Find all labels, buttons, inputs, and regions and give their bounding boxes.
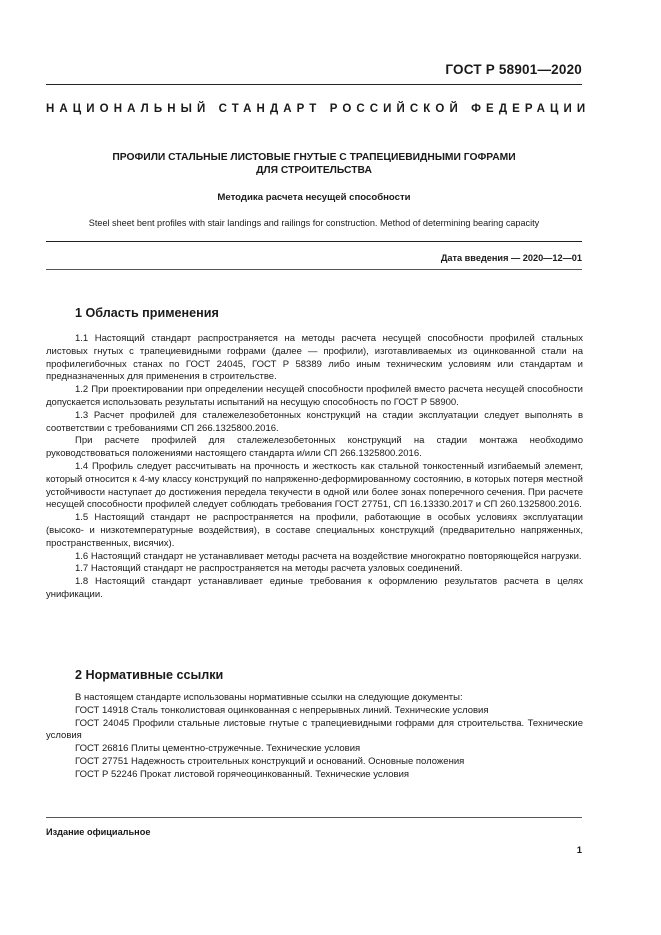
section-2-body	[46, 692, 583, 782]
document-subtitle: Методика расчета несущей способности	[217, 192, 411, 203]
english-title: Steel sheet bent profiles with stair landings and railings for construction. Method of determining bearing capacity	[88, 218, 540, 228]
reference-item: ГОСТ 14918 Сталь тонколистовая оцинкованная с непрерывных линий. Технические условия	[75, 704, 489, 716]
edition-label: Издание официальное	[46, 827, 151, 837]
paragraph-1-1: 1.1 Настоящий стандарт распространяется на методы расчета несущей способности профилей стальных листовых гнутых с трапециевидными гофрами (далее — профили), изготавливаемых из оцинкованной стали на профилегибочных станах по ГОСТ 24045, ГОСТ Р 58389 либо иным техническим условиям или стандартам и предназначенных для применения в строительстве.	[46, 333, 583, 383]
paragraph-1-7: 1.7 Настоящий стандарт не распространяется на методы расчета узловых соединений.	[75, 563, 463, 575]
title-line-2: ДЛЯ СТРОИТЕЛЬСТВА	[256, 165, 372, 176]
reference-item: ГОСТ 24045 Профили стальные листовые гнутые с трапециевидными гофрами для строительства. Технические условия	[46, 717, 583, 742]
paragraph-1-8: 1.8 Настоящий стандарт устанавливает единые требования к оформлению результатов расчета в целях унификации.	[46, 576, 583, 600]
top-rule	[46, 84, 582, 85]
introduction-date: Дата введения — 2020—12—01	[440, 253, 582, 263]
reference-item: ГОСТ Р 52246 Прокат листовой горячеоцинкованный. Технические условия	[75, 768, 410, 780]
footer-rule	[46, 817, 582, 818]
date-rule	[46, 269, 582, 270]
paragraph-1-2: 1.2 При проектировании при определении несущей способности профилей вместо расчета несущей способности допускается использовать результаты испытаний на несущую способность по ГОСТ Р 58900.	[46, 384, 583, 408]
section-2-heading: 2 Нормативные ссылки	[75, 668, 224, 682]
paragraph-1-6: 1.6 Настоящий стандарт не устанавливает методы расчета на воздействие многократно повторяющейся нагрузки.	[75, 550, 582, 562]
references-intro: В настоящем стандарте использованы нормативные ссылки на следующие документы:	[75, 692, 463, 703]
section-1-body	[46, 333, 583, 602]
paragraph-1-3-cont: При расчете профилей для сталежелезобетонных конструкций на стадии монтажа необходимо руководствоваться положениями настоящего стандарта и/или СП 266.1325800.2016.	[46, 435, 583, 460]
section-1-heading: 1 Область применения	[75, 306, 219, 320]
gost-code: ГОСТ Р 58901—2020	[445, 62, 582, 77]
reference-item: ГОСТ 27751 Надежность строительных конструкций и оснований. Основные положения	[75, 755, 465, 767]
reference-item: ГОСТ 26816 Плиты цементно-стружечные. Технические условия	[75, 743, 361, 755]
paragraph-1-4: 1.4 Профиль следует рассчитывать на прочность и жесткость как стальной тонкостенный изгибаемый элемент, который относится к 4-му классу конструкций по напряженно-деформированному состоянию, в которых потеря местной устойчивости наступает до достижения передела текучести в одной или более зонах поперечного сечения. При расчете несущей способности профилей следует соблюдать требования ГОСТ 27751, СП 16.13330.2017 и СП 260.1325800.2016.	[46, 460, 583, 511]
paragraph-1-5: 1.5 Настоящий стандарт не распространяется на профили, работающие в особых условиях эксплуатации (высоко- и низкотемпературные воздействия), в составе специальных конструкций (предварительно напряженных, пространственных, висячих).	[46, 512, 583, 549]
page-number: 1	[576, 845, 582, 856]
national-standard-banner: НАЦИОНАЛЬНЫЙ СТАНДАРТ РОССИЙСКОЙ ФЕДЕРАЦИИ	[46, 103, 591, 115]
paragraph-1-3: 1.3 Расчет профилей для сталежелезобетонных конструкций на стадии эксплуатации следует выполнять в соответствии с требованиями СП 266.1325800.2016.	[46, 409, 583, 434]
title-rule	[46, 241, 582, 242]
title-line-1: ПРОФИЛИ СТАЛЬНЫЕ ЛИСТОВЫЕ ГНУТЫЕ С ТРАПЕЦИЕВИДНЫМИ ГОФРАМИ	[112, 152, 516, 163]
document-title	[46, 151, 582, 177]
